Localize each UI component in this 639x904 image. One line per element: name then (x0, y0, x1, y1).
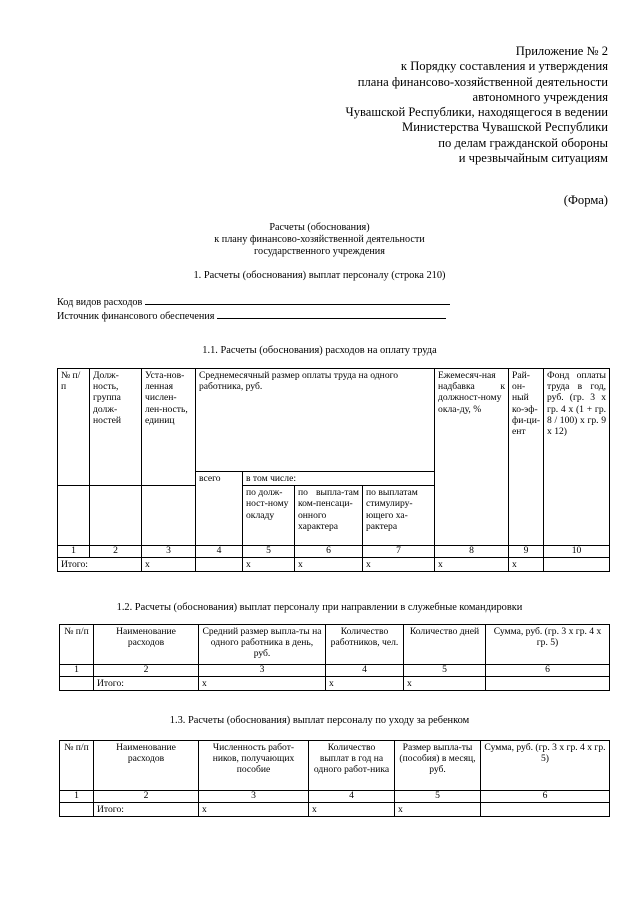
form-label: (Форма) (563, 193, 608, 207)
section-1-heading: 1. Расчеты (обоснования) выплат персоналу (строка 210) (193, 270, 446, 281)
col-number: 4 (326, 665, 404, 677)
title-line: государственного учреждения (254, 246, 385, 258)
total-label: Итого: (94, 676, 199, 690)
total-mark: x (199, 802, 309, 816)
total-mark: x (243, 557, 295, 571)
funding-source-row (57, 309, 450, 323)
header-cell: Размер выпла-ты (пособия) в месяц, руб. (395, 741, 481, 791)
appendix-line: Чувашской Республики, находящегося в ведении (345, 105, 608, 120)
col-number: 8 (435, 546, 509, 558)
col-number: 9 (509, 546, 544, 558)
header-empty (90, 486, 142, 546)
total-empty (60, 802, 94, 816)
appendix-line: к Порядку составления и утверждения (400, 59, 608, 74)
header-cell: Наименование расходов (94, 741, 199, 791)
total-mark: x (326, 676, 404, 690)
col-number: 2 (90, 546, 142, 558)
header-cell: Количество дней (404, 625, 486, 665)
header-compensation: по выпла-там ком-пенсаци-онного характера (295, 486, 363, 546)
column-numbers-row (60, 665, 610, 677)
total-row (60, 676, 610, 690)
total-cell[interactable] (481, 802, 610, 816)
appendix-line: и чрезвычайным ситуациям (458, 151, 608, 166)
total-cell[interactable] (544, 557, 610, 571)
col-number: 7 (363, 546, 435, 558)
column-numbers-row (60, 791, 610, 803)
col-number: 5 (243, 546, 295, 558)
appendix-line: Приложение № 2 (515, 44, 608, 58)
header-by-salary: по долж-ност-ному окладу (243, 486, 295, 546)
header-position: Долж-ность, группа долж-ностей (90, 369, 142, 486)
table-1-2-caption: 1.2. Расчеты (обоснования) выплат персоналу при направлении в служебные командировки (116, 602, 523, 613)
header-num: № п/ п (58, 369, 90, 486)
col-number: 3 (199, 791, 309, 803)
col-number: 5 (404, 665, 486, 677)
header-regional: Рай-он-ный ко-эф-фи-ци-ент (509, 369, 544, 546)
total-mark: x (509, 557, 544, 571)
header-cell: Наименование расходов (94, 625, 199, 665)
total-label: Итого: (94, 802, 199, 816)
table-1-3 (59, 740, 610, 817)
title-line: Расчеты (обоснования) (269, 222, 370, 233)
appendix-line: плана финансово-хозяйственной деятельности (357, 74, 608, 89)
appendix-line: по делам гражданской обороны (438, 135, 608, 150)
table-1-2 (59, 624, 610, 691)
header-stimulating: по выплатам стимулиру-ющего ха-рактера (363, 486, 435, 546)
total-mark: x (363, 557, 435, 571)
col-number: 6 (486, 665, 610, 677)
total-cell[interactable] (196, 557, 243, 571)
title-line: к плану финансово-хозяйственной деятельности (214, 234, 425, 246)
header-cell: Сумма, руб. (гр. 3 x гр. 4 x гр. 5) (481, 741, 610, 791)
appendix-line: Министерства Чувашской Республики (402, 120, 608, 135)
col-number: 3 (199, 665, 326, 677)
total-mark: x (404, 676, 486, 690)
table-1-1 (57, 368, 610, 572)
col-number: 3 (142, 546, 196, 558)
table-1-1-caption: 1.1. Расчеты (обоснования) расходов на оплату труда (202, 345, 437, 356)
col-number: 10 (544, 546, 610, 558)
col-number: 4 (309, 791, 395, 803)
header-cell: Количество выплат в год на одного работ-ника (309, 741, 395, 791)
expense-code-line[interactable] (145, 295, 450, 305)
appendix-line: автономного учреждения (472, 89, 608, 104)
col-number: 1 (60, 665, 94, 677)
total-cell[interactable] (486, 676, 610, 690)
fields-block (57, 295, 450, 324)
header-annual-fund: Фонд оплаты труда в год, руб. (гр. 3 x гр. 4 x (1 + гр. 8 / 100) x гр. 9 x 12) (544, 369, 610, 546)
expense-code-label: Код видов расходов (57, 297, 143, 308)
col-number: 1 (60, 791, 94, 803)
header-cell: Количество работников, чел. (326, 625, 404, 665)
document-title (0, 222, 639, 259)
col-number: 2 (94, 791, 199, 803)
header-cell: Сумма, руб. (гр. 3 x гр. 4 x гр. 5) (486, 625, 610, 665)
header-including: в том числе: (243, 472, 435, 486)
header-allowance: Ежемесяч-ная надбавка к должност-ному окла-ду, % (435, 369, 509, 546)
funding-source-line[interactable] (217, 309, 446, 319)
total-empty (60, 676, 94, 690)
col-number: 5 (395, 791, 481, 803)
total-mark: x (435, 557, 509, 571)
header-cell: Средний размер выпла-ты на одного работника в день, руб. (199, 625, 326, 665)
total-label: Итого: (58, 557, 142, 571)
column-numbers-row (58, 546, 610, 558)
expense-code-row (57, 295, 450, 309)
total-row (58, 557, 610, 571)
total-mark: x (295, 557, 363, 571)
table-1-3-caption: 1.3. Расчеты (обоснования) выплат персоналу по уходу за ребенком (169, 715, 470, 726)
col-number: 4 (196, 546, 243, 558)
total-mark: x (199, 676, 326, 690)
header-staff: Уста-нов-ленная числен-лен-ность, единиц (142, 369, 196, 486)
col-number: 6 (481, 791, 610, 803)
total-mark: x (395, 802, 481, 816)
header-empty (58, 486, 90, 546)
header-cell: Численность работ-ников, получающих пособие (199, 741, 309, 791)
total-row (60, 802, 610, 816)
col-number: 1 (58, 546, 90, 558)
total-mark: x (309, 802, 395, 816)
header-avg-salary: Среднемесячный размер оплаты труда на одного работника, руб. (196, 369, 435, 472)
col-number: 6 (295, 546, 363, 558)
appendix-header (346, 44, 608, 166)
funding-source-label: Источник финансового обеспечения (57, 311, 215, 323)
header-empty (142, 486, 196, 546)
total-mark: x (142, 557, 196, 571)
header-cell: № п/п (60, 741, 94, 791)
col-number: 2 (94, 665, 199, 677)
header-total: всего (196, 472, 243, 546)
header-cell: № п/п (60, 625, 94, 665)
